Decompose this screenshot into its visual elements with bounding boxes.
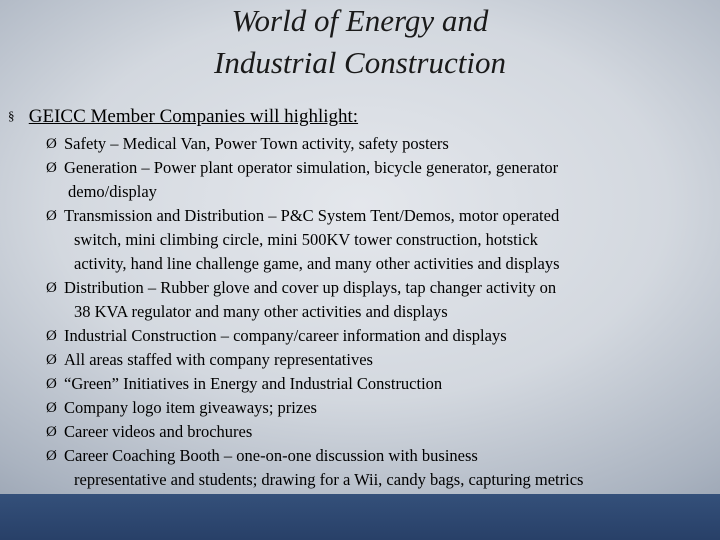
list-item-text: Transmission and Distribution – P&C System Tent/Demos, motor operated	[64, 206, 560, 225]
section-heading-text: GEICC Member Companies will highlight:	[28, 106, 359, 127]
slide-title	[0, 0, 720, 84]
list-item	[46, 156, 714, 204]
list-item-text: “Green” Initiatives in Energy and Industrial Construction	[64, 374, 443, 393]
list-item-text: Distribution – Rubber glove and cover up displays, tap changer activity on	[64, 278, 557, 297]
list-item	[46, 276, 714, 324]
list-item-text: Industrial Construction – company/career information and displays	[64, 326, 507, 345]
arrow-bullet-icon: Ø	[46, 280, 57, 296]
title-line-1: World of Energy and	[231, 3, 489, 38]
list-item	[46, 372, 714, 396]
square-bullet-icon: §	[8, 108, 15, 123]
list-item-text: All areas staffed with company representatives	[64, 350, 373, 369]
arrow-bullet-icon: Ø	[46, 208, 57, 224]
arrow-bullet-icon: Ø	[46, 136, 57, 152]
list-item-text: representative and students; drawing for a Wii, candy bags, capturing metrics	[74, 470, 584, 489]
list-item-text: demo/display	[68, 182, 157, 201]
list-item	[46, 132, 714, 156]
arrow-bullet-icon: Ø	[46, 424, 57, 440]
list-item-text: Company logo item giveaways; prizes	[64, 398, 317, 417]
list-item-text: 38 KVA regulator and many other activities and displays	[74, 302, 448, 321]
arrow-bullet-icon: Ø	[46, 328, 57, 344]
list-item	[46, 420, 714, 444]
list-item-text: Safety – Medical Van, Power Town activity, safety posters	[64, 134, 449, 153]
arrow-bullet-icon: Ø	[46, 448, 57, 464]
highlights-list	[46, 132, 714, 492]
list-item-text: Career Coaching Booth – one-on-one discussion with business	[64, 446, 478, 465]
list-item-text: switch, mini climbing circle, mini 500KV tower construction, hotstick	[74, 230, 538, 249]
list-item	[46, 396, 714, 420]
section-heading	[8, 104, 708, 129]
list-item	[46, 444, 714, 492]
arrow-bullet-icon: Ø	[46, 160, 57, 176]
title-line-2: Industrial Construction	[214, 45, 506, 80]
arrow-bullet-icon: Ø	[46, 376, 57, 392]
list-item	[46, 204, 714, 276]
list-item-text: activity, hand line challenge game, and many other activities and displays	[74, 254, 560, 273]
footer-bar	[0, 494, 720, 540]
list-item	[46, 348, 714, 372]
list-item	[46, 324, 714, 348]
arrow-bullet-icon: Ø	[46, 352, 57, 368]
list-item-text: Career videos and brochures	[64, 422, 253, 441]
arrow-bullet-icon: Ø	[46, 400, 57, 416]
list-item-text: Generation – Power plant operator simulation, bicycle generator, generator	[64, 158, 559, 177]
